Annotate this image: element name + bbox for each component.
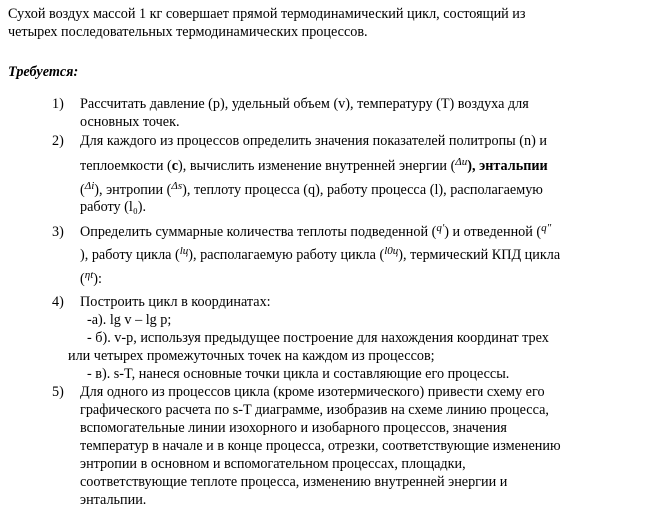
item-3-line-3: ($^{\eta t}$):	[80, 269, 102, 287]
item-3-line-2: ), работу цикла ($^{lц}$), располагаемую работу цикла ($^{l0ц}$), термический КПД цикла	[80, 245, 561, 263]
item-1-line-2: основных точек.	[80, 114, 180, 130]
q-removed-symbol: q″	[541, 222, 552, 234]
item-5-line-3: вспомогательные линии изохорного и изобарного процессов, значения	[80, 420, 507, 436]
item-2-line-3: ($^{\Delta i}$), энтропии ($^{\Delta s}$), теплоту процесса (q), работу процесса (l), располагаемую	[80, 180, 543, 198]
item-5-line-6: соответствующие теплоте процесса, изменению внутренней энергии и	[80, 474, 508, 490]
l-cycle-symbol: lц	[179, 245, 189, 257]
item-1-number: 1)	[52, 96, 64, 112]
intro-line-2: четырех последовательных термодинамических процессов.	[8, 24, 368, 40]
item-5-line-1: Для одного из процессов цикла (кроме изотермического) привести схему его	[80, 384, 545, 400]
item-5-line-5: энтропии в основном и вспомогательном процессах, площадки,	[80, 456, 466, 472]
item-4-number: 4)	[52, 294, 64, 310]
item-3-line-1: Определить суммарные количества теплоты подведенной ($^{q'}$) и отведенной ($^{q''}$	[80, 222, 552, 240]
item-4-line-2: -а). lg v – lg p;	[87, 312, 172, 328]
intro-line-1: Сухой воздух массой 1 кг совершает прямой термодинамический цикл, состоящий из	[8, 6, 526, 22]
item-5-line-7: энтальпии.	[80, 492, 147, 508]
item-5-number: 5)	[52, 384, 64, 400]
delta-s-symbol: Δs	[171, 180, 183, 192]
item-1-line-1: Рассчитать давление (p), удельный объем (v), температуру (T) воздуха для	[80, 96, 529, 112]
item-2-number: 2)	[52, 133, 64, 149]
item-5-line-4: температур в начале и в конце процесса, отрезки, соответствующие изменению	[80, 438, 561, 454]
item-2-line-1: Для каждого из процессов определить значения показателей политропы (n) и	[80, 133, 547, 149]
item-2-line-2: теплоемкости (c), вычислить изменение внутренней энергии ($^{\Delta u}$), энтальпии	[80, 156, 548, 174]
q-supplied-symbol: q′	[436, 222, 445, 234]
delta-u-symbol: Δu	[455, 156, 468, 168]
item-4-line-5: - в). s-T, нанеся основные точки цикла и составляющие его процессы.	[87, 366, 510, 382]
delta-i-symbol: Δi	[84, 180, 95, 192]
item-4-line-1: Построить цикл в координатах:	[80, 294, 271, 310]
item-5-line-2: графического расчета по s-T диаграмме, изобразив на схеме линию процесса,	[80, 402, 549, 418]
required-heading: Требуется:	[8, 64, 79, 80]
eta-symbol: ηt	[84, 269, 94, 281]
item-2-line-4: работу (l₀).	[80, 199, 147, 215]
l0-cycle-symbol: l0ц	[384, 245, 399, 257]
item-4-line-3: - б). v-p, используя предыдущее построение для нахождения координат трех	[87, 330, 549, 346]
item-4-line-4: или четырех промежуточных точек на каждом из процессов;	[68, 348, 435, 364]
item-3-number: 3)	[52, 224, 64, 240]
